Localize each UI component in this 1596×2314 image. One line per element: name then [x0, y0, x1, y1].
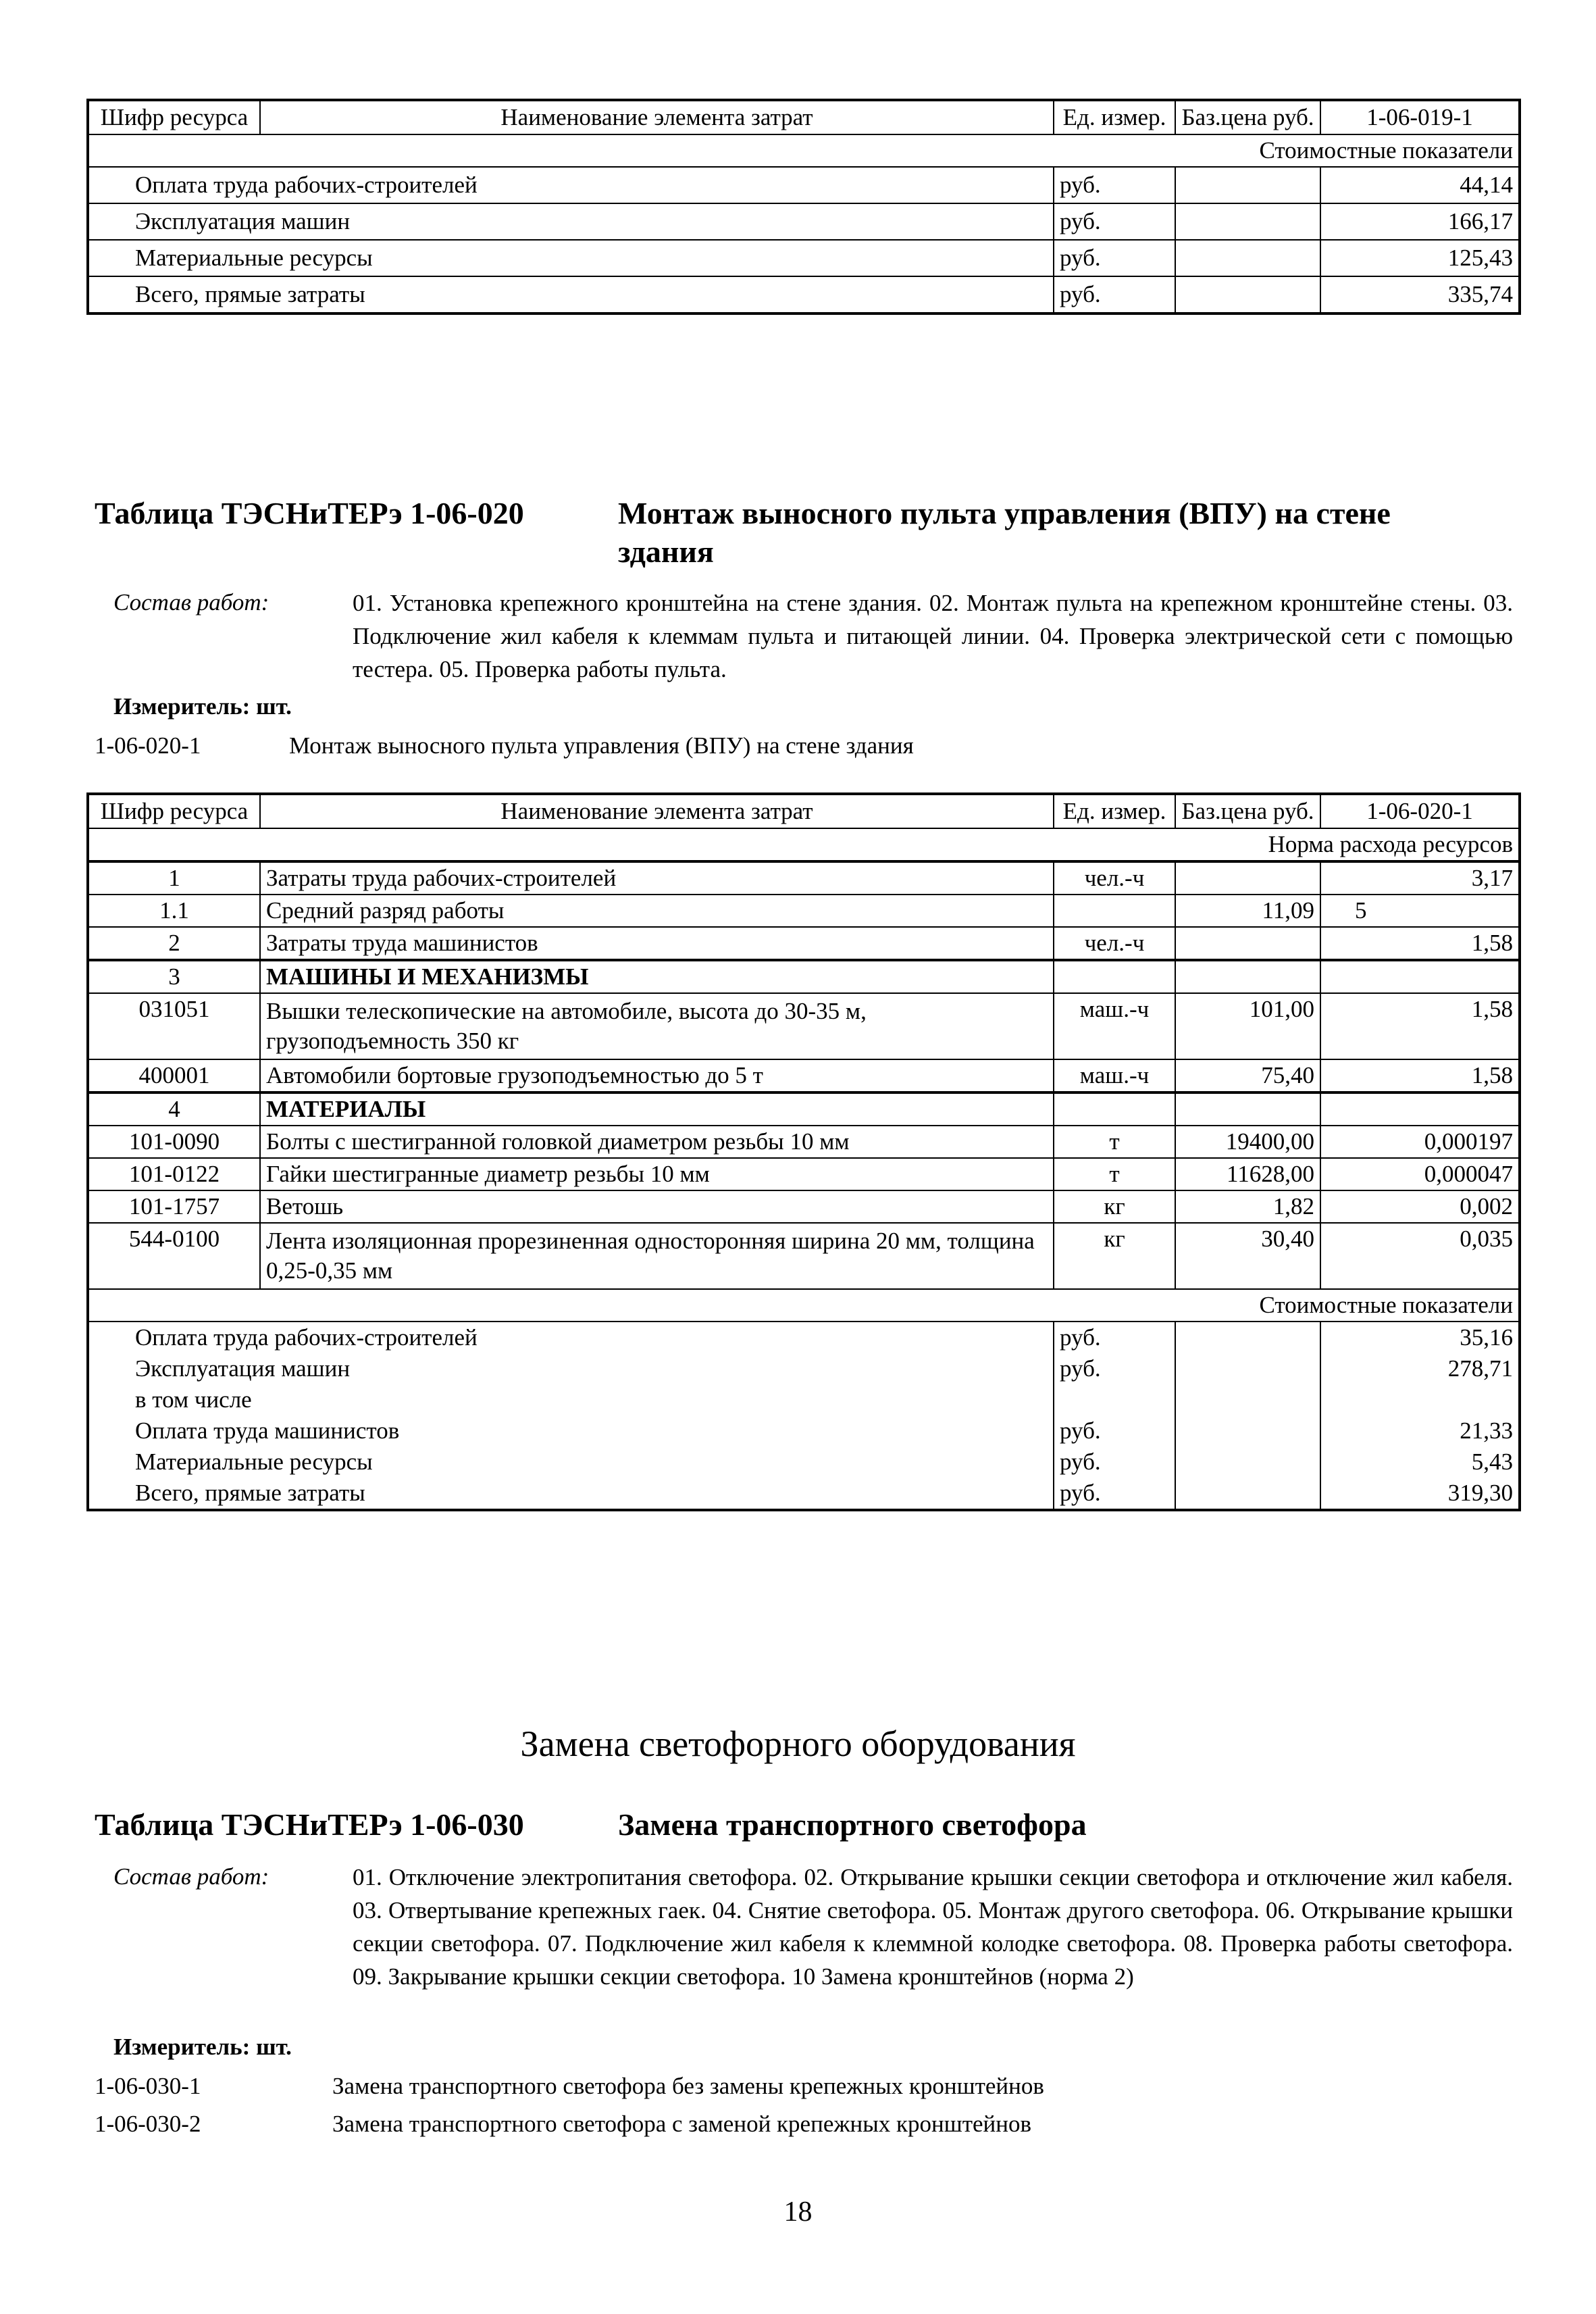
- table-row: [88, 1190, 1520, 1223]
- row-price: 19400,00: [1175, 1126, 1320, 1158]
- row-unit: [1054, 960, 1175, 993]
- row-value: [1320, 1384, 1520, 1415]
- row-name: Материальные ресурсы: [88, 1447, 1054, 1478]
- row-name: Автомобили бортовые грузоподъемностью до 5 т: [260, 1059, 1054, 1092]
- work-composition-text: 01. Отключение электропитания светофора. 02. Открывание крышки секции светофора и отключение жил кабеля. 03. Отвертывание крепежных гаек. 04. Снятие светофора. 05. Монтаж другого светофора. 06. Открывание крышки секции светофора. 07. Подключение жил кабеля к клеммной колодке светофора. 08. Проверка работы светофора. 09. Закрывание крышки секции светофора. 10 Замена кронштейнов (норма 2): [353, 1864, 1513, 1990]
- header-norm: 1-06-019-1: [1320, 100, 1520, 134]
- row-price: [1175, 240, 1320, 276]
- row-unit: руб.: [1054, 1353, 1175, 1384]
- row-price: 75,40: [1175, 1059, 1320, 1092]
- table-row: [88, 203, 1520, 240]
- row-name: МАШИНЫ И МЕХАНИЗМЫ: [260, 960, 1054, 993]
- work-composition-text: 01. Установка крепежного кронштейна на стене здания. 02. Монтаж пульта на крепежном кронштейне стены. 03. Подключение жил кабеля к клеммам пульта и питающей линии. 04. Проверка электрической сети с помощью тестера. 05. Проверка работы пульта.: [353, 590, 1513, 682]
- measure-label: Измеритель: шт.: [113, 2034, 292, 2060]
- row-unit: маш.-ч: [1054, 1059, 1175, 1092]
- row-unit: руб.: [1054, 1447, 1175, 1478]
- section-label-row: [88, 828, 1520, 861]
- table-header-row: [88, 100, 1520, 134]
- row-price: [1175, 960, 1320, 993]
- row-price: 101,00: [1175, 993, 1320, 1059]
- row-name: Вышки телескопические на автомобиле, высота до 30-35 м, грузоподъемность 350 кг: [260, 993, 1054, 1059]
- table-row: [88, 1447, 1520, 1478]
- row-name: Лента изоляционная прорезиненная односторонняя ширина 20 мм, толщина 0,25-0,35 мм: [260, 1223, 1054, 1289]
- table-title-020-line1: Монтаж выносного пульта управления (ВПУ) на стене: [618, 496, 1391, 530]
- norm-code: 1-06-030-1: [95, 2073, 201, 2099]
- page-number: 18: [783, 2196, 813, 2228]
- norm-name: Замена транспортного светофора с заменой крепежных кронштейнов: [332, 2111, 1032, 2137]
- table-label-030: Таблица ТЭСНиТЕРэ 1-06-030: [95, 1807, 524, 1842]
- section-label-row: [88, 134, 1520, 167]
- norm-code: 1-06-030-2: [95, 2111, 201, 2137]
- table-row: [88, 1126, 1520, 1158]
- row-code: 544-0100: [88, 1223, 260, 1289]
- row-unit: [1054, 895, 1175, 927]
- table-row: [88, 1223, 1520, 1289]
- row-unit: [1054, 1384, 1175, 1415]
- resource-table-020: [86, 793, 1521, 1511]
- table-row: [88, 1415, 1520, 1447]
- header-price: Баз.цена руб.: [1175, 794, 1320, 828]
- row-unit: т: [1054, 1158, 1175, 1190]
- row-price: 1,82: [1175, 1190, 1320, 1223]
- row-value: 1,58: [1320, 1059, 1520, 1092]
- row-price: 11628,00: [1175, 1158, 1320, 1190]
- row-unit: руб.: [1054, 1415, 1175, 1447]
- norm-label: Норма расхода ресурсов: [1175, 828, 1520, 861]
- section-heading: Замена светофорного оборудования: [520, 1724, 1076, 1764]
- table-row: [88, 960, 1520, 993]
- row-value: 166,17: [1320, 203, 1520, 240]
- row-name: Затраты труда машинистов: [260, 927, 1054, 960]
- row-unit: чел.-ч: [1054, 861, 1175, 895]
- row-price: [1175, 927, 1320, 960]
- header-norm: 1-06-020-1: [1320, 794, 1520, 828]
- row-unit: кг: [1054, 1190, 1175, 1223]
- row-code: 101-0122: [88, 1158, 260, 1190]
- header-unit: Ед. измер.: [1054, 794, 1175, 828]
- table-row: [88, 993, 1520, 1059]
- norm-code: 1-06-020-1: [95, 732, 201, 759]
- table-title-020-line2: здания: [618, 534, 714, 569]
- row-value: 5,43: [1320, 1447, 1520, 1478]
- table-row: [88, 1092, 1520, 1126]
- row-name: Всего, прямые затраты: [88, 276, 1054, 313]
- table-title-030: Замена транспортного светофора: [618, 1807, 1087, 1842]
- row-code: 031051: [88, 993, 260, 1059]
- work-composition-label: Состав работ:: [113, 589, 269, 615]
- row-unit: маш.-ч: [1054, 993, 1175, 1059]
- row-name: Ветошь: [260, 1190, 1054, 1223]
- row-name: Болты с шестигранной головкой диаметром резьбы 10 мм: [260, 1126, 1054, 1158]
- header-code: Шифр ресурса: [88, 100, 260, 134]
- row-value: [1320, 960, 1520, 993]
- row-unit: руб.: [1054, 1478, 1175, 1510]
- row-value: 278,71: [1320, 1353, 1520, 1384]
- table-row: [88, 1478, 1520, 1510]
- row-price: [1175, 167, 1320, 203]
- row-name: Средний разряд работы: [260, 895, 1054, 927]
- row-value: [1320, 1092, 1520, 1126]
- row-name: Оплата труда рабочих-строителей: [88, 1322, 1054, 1353]
- measure-label: Измеритель: шт.: [113, 693, 292, 720]
- row-price: 11,09: [1175, 895, 1320, 927]
- norm-name: Монтаж выносного пульта управления (ВПУ) на стене здания: [289, 732, 914, 759]
- row-value: 319,30: [1320, 1478, 1520, 1510]
- row-price: 30,40: [1175, 1223, 1320, 1289]
- row-value: 21,33: [1320, 1415, 1520, 1447]
- row-name: Эксплуатация машин: [88, 203, 1054, 240]
- row-value: 0,002: [1320, 1190, 1520, 1223]
- row-value: 44,14: [1320, 167, 1520, 203]
- row-name: Затраты труда рабочих-строителей: [260, 861, 1054, 895]
- table-row: [88, 240, 1520, 276]
- row-code: 101-1757: [88, 1190, 260, 1223]
- row-name: Оплата труда машинистов: [88, 1415, 1054, 1447]
- table-row: [88, 895, 1520, 927]
- row-code: 101-0090: [88, 1126, 260, 1158]
- header-name: Наименование элемента затрат: [260, 794, 1054, 828]
- row-value: 125,43: [1320, 240, 1520, 276]
- norm-name: Замена транспортного светофора без замены крепежных кронштейнов: [332, 2073, 1044, 2099]
- table-row: [88, 1384, 1520, 1415]
- row-value: 1,58: [1320, 927, 1520, 960]
- table-row: [88, 1059, 1520, 1092]
- table-row: [88, 927, 1520, 960]
- row-value: 5: [1320, 895, 1520, 927]
- row-name: Материальные ресурсы: [88, 240, 1054, 276]
- header-name: Наименование элемента затрат: [260, 100, 1054, 134]
- row-unit: руб.: [1054, 167, 1175, 203]
- row-name: Гайки шестигранные диаметр резьбы 10 мм: [260, 1158, 1054, 1190]
- row-unit: руб.: [1054, 276, 1175, 313]
- row-name: МАТЕРИАЛЫ: [260, 1092, 1054, 1126]
- section-label-row: [88, 1289, 1520, 1322]
- table-row: [88, 1353, 1520, 1384]
- row-value: 35,16: [1320, 1322, 1520, 1353]
- row-code: 4: [88, 1092, 260, 1126]
- row-name: в том числе: [88, 1384, 1054, 1415]
- table-label-020: Таблица ТЭСНиТЕРэ 1-06-020: [95, 496, 524, 530]
- row-name: Оплата труда рабочих-строителей: [88, 167, 1054, 203]
- row-price: [1175, 861, 1320, 895]
- row-unit: [1054, 1092, 1175, 1126]
- row-value: 0,000197: [1320, 1126, 1520, 1158]
- row-price: [1175, 1092, 1320, 1126]
- table-row: [88, 861, 1520, 895]
- row-code: 1.1: [88, 895, 260, 927]
- row-unit: чел.-ч: [1054, 927, 1175, 960]
- row-value: 0,035: [1320, 1223, 1520, 1289]
- row-value: 3,17: [1320, 861, 1520, 895]
- row-value: 1,58: [1320, 993, 1520, 1059]
- row-name: Эксплуатация машин: [88, 1353, 1054, 1384]
- row-price: [1175, 203, 1320, 240]
- row-name: Всего, прямые затраты: [88, 1478, 1054, 1510]
- row-code: 2: [88, 927, 260, 960]
- header-code: Шифр ресурса: [88, 794, 260, 828]
- table-row: [88, 167, 1520, 203]
- work-composition-label: Состав работ:: [113, 1863, 269, 1890]
- table-header-row: [88, 794, 1520, 828]
- row-value: 335,74: [1320, 276, 1520, 313]
- row-unit: руб.: [1054, 203, 1175, 240]
- row-value: 0,000047: [1320, 1158, 1520, 1190]
- table-row: [88, 1158, 1520, 1190]
- row-code: 3: [88, 960, 260, 993]
- row-price: [1175, 276, 1320, 313]
- row-code: 400001: [88, 1059, 260, 1092]
- section-label: Стоимостные показатели: [1175, 134, 1520, 167]
- row-unit: руб.: [1054, 1322, 1175, 1353]
- header-price: Баз.цена руб.: [1175, 100, 1320, 134]
- table-row: [88, 276, 1520, 313]
- row-unit: т: [1054, 1126, 1175, 1158]
- row-unit: кг: [1054, 1223, 1175, 1289]
- row-unit: руб.: [1054, 240, 1175, 276]
- table-row: [88, 1322, 1520, 1353]
- header-unit: Ед. измер.: [1054, 100, 1175, 134]
- row-code: 1: [88, 861, 260, 895]
- cost-table-019: [86, 99, 1521, 315]
- cost-label: Стоимостные показатели: [1175, 1289, 1520, 1322]
